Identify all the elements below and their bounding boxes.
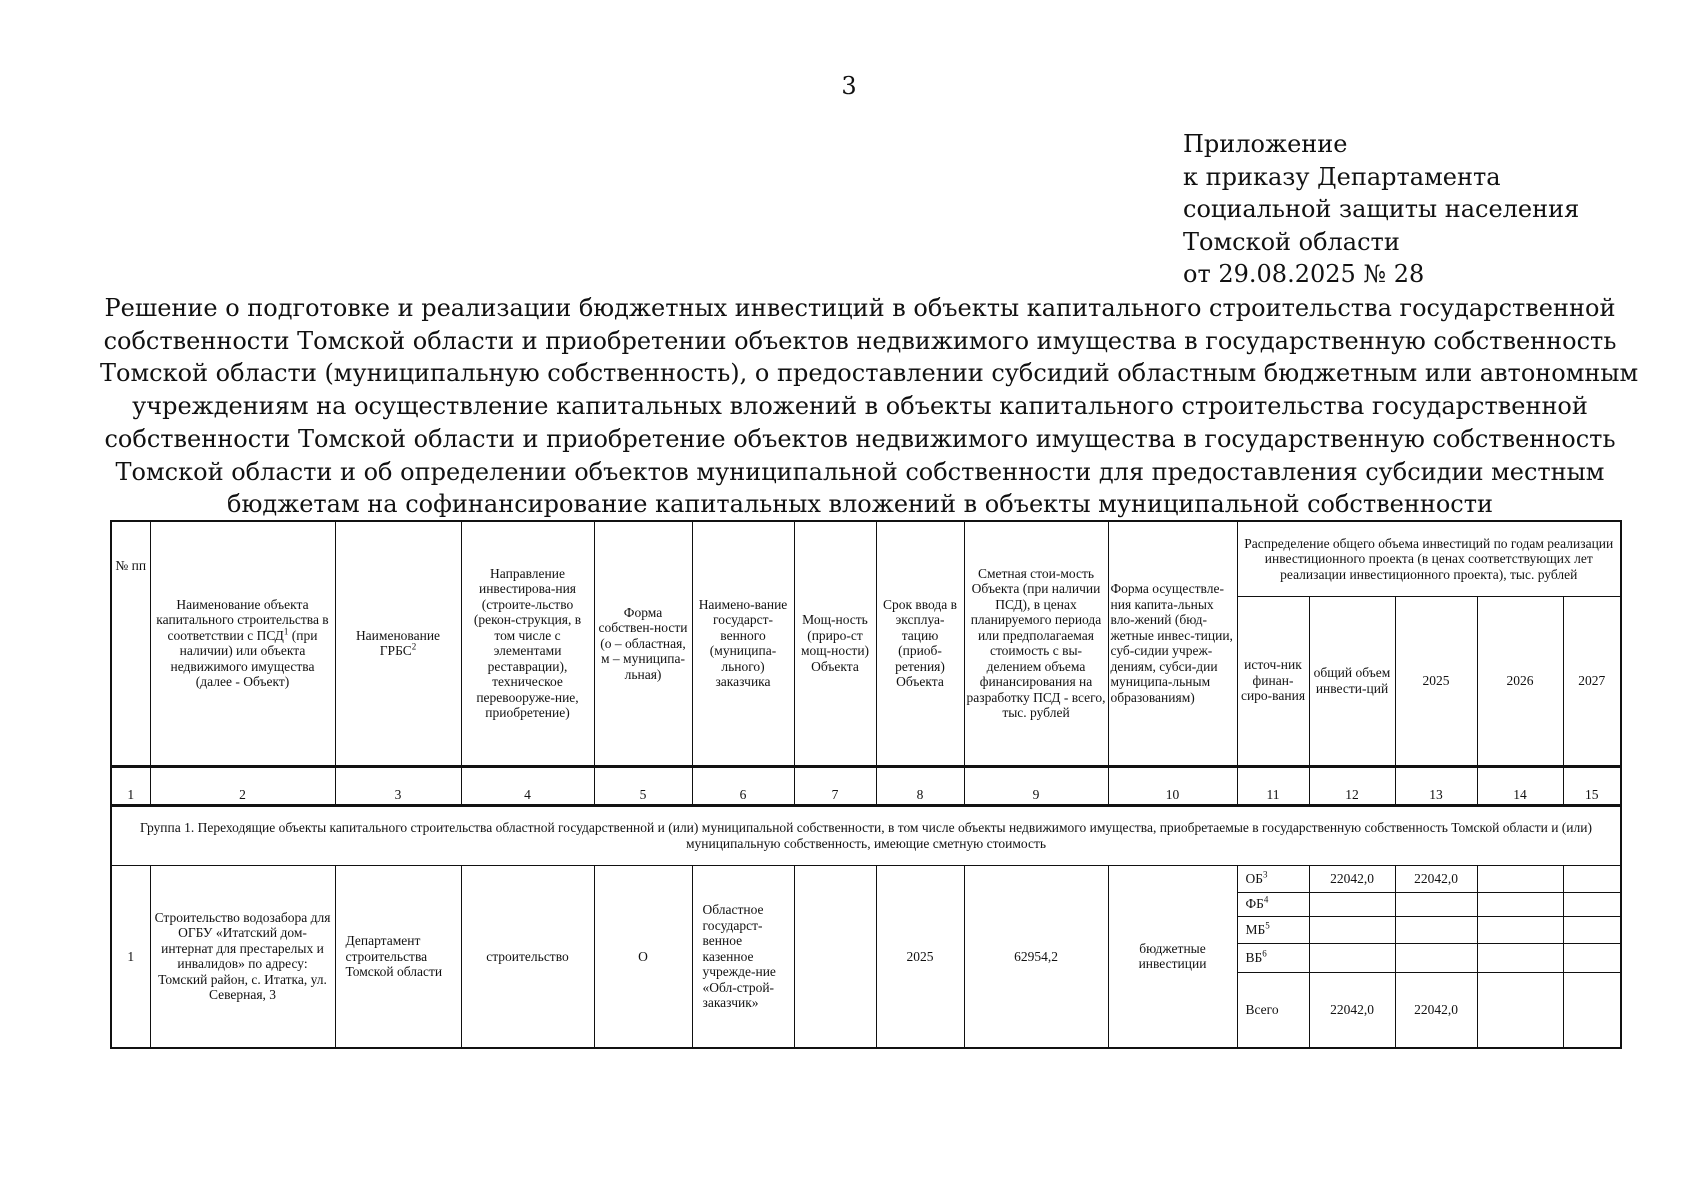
column-number: 13 bbox=[1395, 766, 1477, 805]
customer-name: Областное государст-венное казенное учрежде-ние «Обл-строй-заказчик» bbox=[692, 865, 794, 1048]
appendix-line: социальной защиты населения bbox=[1183, 195, 1580, 223]
grbs-name: Департамент строительства Томской области bbox=[335, 865, 461, 1048]
financing-2027 bbox=[1563, 943, 1621, 972]
title-line: собственности Томской области и приобретение объектов недвижимого имущества в государственную собственность bbox=[104, 424, 1616, 453]
header-number: № пп bbox=[111, 521, 150, 766]
investment-form: бюджетные инвестиции bbox=[1108, 865, 1237, 1048]
capacity bbox=[794, 865, 876, 1048]
investment-direction: строительство bbox=[461, 865, 594, 1048]
group-title: Группа 1. Переходящие объекты капитального строительства областной государственной и (или) муниципальной собственности, в том числе объекты недвижимого имущества, приобретаемые в государственную собственность Томской области и (или) муниципальную собственность, имеющие сметную стоимость bbox=[111, 805, 1621, 865]
header-estimated-cost: Сметная стои-мость Объекта (при наличии ПСД), в ценах планируемого периода или предполагаемая стоимость с вы-делением объема финансирования на разработку ПСД - всего, тыс. рублей bbox=[964, 521, 1108, 766]
column-number: 15 bbox=[1563, 766, 1621, 805]
column-number: 8 bbox=[876, 766, 964, 805]
appendix-line: к приказу Департамента bbox=[1183, 162, 1501, 191]
page-number: 3 bbox=[841, 72, 857, 100]
column-number: 14 bbox=[1477, 766, 1563, 805]
financing-source: $ФБ^4$ bbox=[1237, 892, 1309, 916]
financing-2025 bbox=[1395, 916, 1477, 943]
financing-total bbox=[1309, 916, 1395, 943]
financing-2026 bbox=[1477, 892, 1563, 916]
financing-source: $ВБ^6$ bbox=[1237, 943, 1309, 972]
financing-source: $МБ^5$ bbox=[1237, 916, 1309, 943]
column-number: 4 bbox=[461, 766, 594, 805]
column-number: 11 bbox=[1237, 766, 1309, 805]
financing-2025 bbox=[1395, 943, 1477, 972]
financing-total bbox=[1309, 892, 1395, 916]
title-line: собственности Томской области и приобретении объектов недвижимого имущества в государственную собственность bbox=[103, 326, 1617, 355]
financing-2025: 22042,0 bbox=[1395, 865, 1477, 892]
financing-2026 bbox=[1477, 943, 1563, 972]
column-number: 12 bbox=[1309, 766, 1395, 805]
column-number: 1 bbox=[111, 766, 150, 805]
header-year-2026: 2026 bbox=[1477, 596, 1563, 766]
document-title bbox=[100, 292, 1639, 521]
title-line: учреждениям на осуществление капитальных вложений в объекты капитального строительства государственной bbox=[132, 392, 1588, 421]
financing-source: $ОБ^3$ bbox=[1237, 865, 1309, 892]
object-name: Строительство водозабора для ОГБУ «Итатский дом-интернат для престарелых и инвалидов» по адресу: Томский район, с. Итатка, ул. Северная, 3 bbox=[150, 865, 335, 1048]
header-capacity: Мощ-ность (приро-ст мощ-ности) Объекта bbox=[794, 521, 876, 766]
header-year-2025: 2025 bbox=[1395, 596, 1477, 766]
column-number: 7 bbox=[794, 766, 876, 805]
appendix-line: Приложение bbox=[1183, 130, 1348, 158]
column-number: 5 bbox=[594, 766, 692, 805]
estimated-cost: 62954,2 bbox=[964, 865, 1108, 1048]
header-distribution: Распределение общего объема инвестиций по годам реализации инвестиционного проекта (в ценах соответствующих лет реализации инвестиционного проекта), тыс. рублей bbox=[1237, 521, 1621, 596]
commission-year: 2025 bbox=[876, 865, 964, 1048]
title-line: Томской области (муниципальную собственность), о предоставлении субсидий областным бюджетным или автономным bbox=[100, 359, 1639, 388]
ownership-form: О bbox=[594, 865, 692, 1048]
appendix-line: Томской области bbox=[1183, 227, 1400, 256]
financing-2025: 22042,0 bbox=[1395, 972, 1477, 1048]
title-line: Решение о подготовке и реализации бюджетных инвестиций в объекты капитального строительства государственной bbox=[104, 294, 1616, 322]
title-line: Томской области и об определении объектов муниципальной собственности для предоставления субсидии местным bbox=[115, 457, 1605, 486]
column-number: 2 bbox=[150, 766, 335, 805]
column-number: 6 bbox=[692, 766, 794, 805]
financing-total: 22042,0 bbox=[1309, 865, 1395, 892]
appendix-date-line: от 29.08.2025 № 28 bbox=[1183, 260, 1425, 288]
header-customer: Наимено-вание государст-венного (муниципа-льного) заказчика bbox=[692, 521, 794, 766]
header-commission-year: Срок ввода в эксплуа-тацию (приоб-ретения) Объекта bbox=[876, 521, 964, 766]
title-line: бюджетам на софинансирование капитальных вложений в объекты муниципальной собственности bbox=[227, 490, 1493, 519]
investment-table bbox=[110, 520, 1622, 1049]
header-direction: Направление инвестирова-ния (строите-льство (рекон-струкция, в том числе с элементами реставрации), техническое перевооруже-ние, приобретение) bbox=[461, 521, 594, 766]
financing-2027 bbox=[1563, 916, 1621, 943]
header-total-investment: общий объем инвести-ций bbox=[1309, 596, 1395, 766]
financing-source-total: Всего bbox=[1237, 972, 1309, 1048]
financing-2027 bbox=[1563, 972, 1621, 1048]
column-number: 10 bbox=[1108, 766, 1237, 805]
header-object-name: Наименование объекта капитального строительства в соответствии с ПСД$^1$ (при наличии) или объекта недвижимого имущества (далее - Объект) bbox=[150, 521, 335, 766]
appendix-block bbox=[1183, 128, 1579, 291]
financing-2027 bbox=[1563, 892, 1621, 916]
financing-2026 bbox=[1477, 972, 1563, 1048]
column-number: 3 bbox=[335, 766, 461, 805]
financing-total bbox=[1309, 943, 1395, 972]
financing-2025 bbox=[1395, 892, 1477, 916]
financing-total: 22042,0 bbox=[1309, 972, 1395, 1048]
header-ownership: Форма собствен-ности (о – областная, м – муниципа-льная) bbox=[594, 521, 692, 766]
header-grbs: Наименование ГРБС$^2$ bbox=[335, 521, 461, 766]
header-year-2027: 2027 bbox=[1563, 596, 1621, 766]
financing-2027 bbox=[1563, 865, 1621, 892]
header-investment-form: Форма осуществле-ния капита-льных вло-жений (бюд-жетные инвес-тиции, суб-сидии учреж-дениям, субси-дии муниципа-льным образованиям) bbox=[1108, 521, 1237, 766]
financing-2026 bbox=[1477, 865, 1563, 892]
financing-2026 bbox=[1477, 916, 1563, 943]
header-financing-source: источ-ник финан-сиро-вания bbox=[1237, 596, 1309, 766]
row-number: 1 bbox=[111, 865, 150, 1048]
column-number: 9 bbox=[964, 766, 1108, 805]
